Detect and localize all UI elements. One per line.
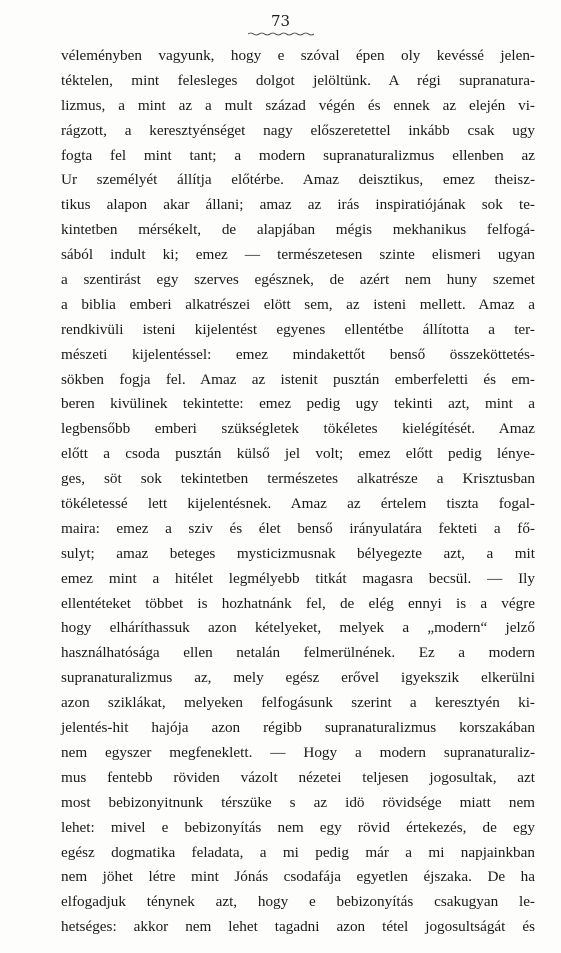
text-line: előtt a csoda pusztán külső jel volt; emez előtt pedig lénye- (61, 445, 535, 463)
text-line: rágzott, a keresztyénséget nagy előszeretettel inkább csak ugy (61, 121, 535, 139)
text-line: használhatósága ellen netalán felmerülnének. Ez a modern (61, 644, 535, 662)
text-line: jelentés-hit hajója azon régibb supranaturalizmus korszakában (61, 719, 535, 737)
text-line: sából indult ki; emez — természetesen szinte elismeri ugyan (61, 246, 535, 264)
text-line: tikus alapon akar állani; amaz az irás inspiratiójának sok te- (61, 196, 535, 214)
text-line: most bebizonyitnunk térszüke s az idö rövidsége miatt nem (61, 793, 535, 811)
text-line: téktelen, mint felesleges dolgot jelöltünk. A régi supranatura- (61, 71, 535, 89)
text-line: tökéletessé lett kijelentésnek. Amaz az értelem tiszta fogal- (61, 495, 535, 513)
text-line: lehet: mivel e bebizonyítás nem egy rövid értekezés, de egy (61, 818, 535, 836)
text-line: sökben fogja fel. Amaz az istenit pusztán emberfeletti és em- (61, 370, 535, 388)
text-line: a szentirást egy szerves egésznek, de azért nem huny szemet (61, 271, 535, 289)
text-line: nem jöhet létre mint Jónás csodafája egyetlen éjszaka. De ha (61, 868, 535, 886)
text-line: elfogadjuk ténynek azt, hogy e bebizonyítás csakugyan le- (61, 893, 535, 911)
text-line: hetséges: akkor nem lehet tagadni azon tétel jogosultságát és (61, 918, 535, 936)
text-line: kintetben mérsékelt, de alapjában mégis mekhanikus felfogá- (61, 221, 535, 239)
text-line: maira: emez a sziv és élet benső irányulatára fekteti a fő- (61, 519, 535, 537)
text-line: beren kivülinek tekintette: emez pedig ugy tekinti azt, mint a (61, 395, 535, 413)
wavy-ornament (248, 32, 314, 36)
text-line: supranaturalizmus az, mely egész erővel igyekszik elkerülni (61, 669, 535, 687)
text-line: Ur személyét állítja előtérbe. Amaz deisztikus, emez theisz- (61, 171, 535, 189)
text-line: lizmus, a mint az a mult század végén és ennek az elején vi- (61, 96, 535, 114)
text-line: nem egyszer megfeneklett. — Hogy a modern supranaturaliz- (61, 743, 535, 761)
text-line: mészeti kijelentéssel: emez mindakettőt benső összeköttetés- (61, 345, 535, 363)
text-line: egész dogmatika feladata, a mi pedig már a mi napjainkban (61, 843, 535, 861)
text-line: a biblia emberi alkatrészei elött sem, az isteni mellett. Amaz a (61, 295, 535, 313)
body-text (61, 44, 535, 940)
text-line: véleményben vagyunk, hogy e szóval épen oly kevéssé jelen- (61, 47, 535, 64)
text-line: ellentéteket többet is hozhatnánk fel, de elég ennyi is a végre (61, 594, 535, 612)
page-number: 73 (270, 12, 291, 30)
text-line: legbensőbb emberi szükségletek tökéletes kielégítését. Amaz (61, 420, 535, 438)
text-line: hogy elháríthassuk azon kételyeket, melyek a „modern“ jelző (61, 619, 535, 637)
text-line: sulyt; amaz beteges mysticizmusnak bélyegezte azt, a mit (61, 544, 535, 562)
text-line: rendkivüli isteni kijelentést egyenes ellentétbe állította a ter- (61, 320, 535, 338)
text-line: ges, söt sok tekintetben természetes alkatrésze a Krisztusban (61, 470, 535, 488)
text-line: mus fentebb röviden vázolt nézetei teljesen jogosultak, azt (61, 768, 535, 786)
text-line: azon sziklákat, melyeken felfogásunk szerint a keresztyén ki- (61, 694, 535, 712)
text-line: emez mint a hitélet legmélyebb titkát magasra becsül. — Ily (61, 569, 535, 587)
text-line: fogta fel mint tant; a modern supranaturalizmus ellenben az (61, 146, 535, 164)
